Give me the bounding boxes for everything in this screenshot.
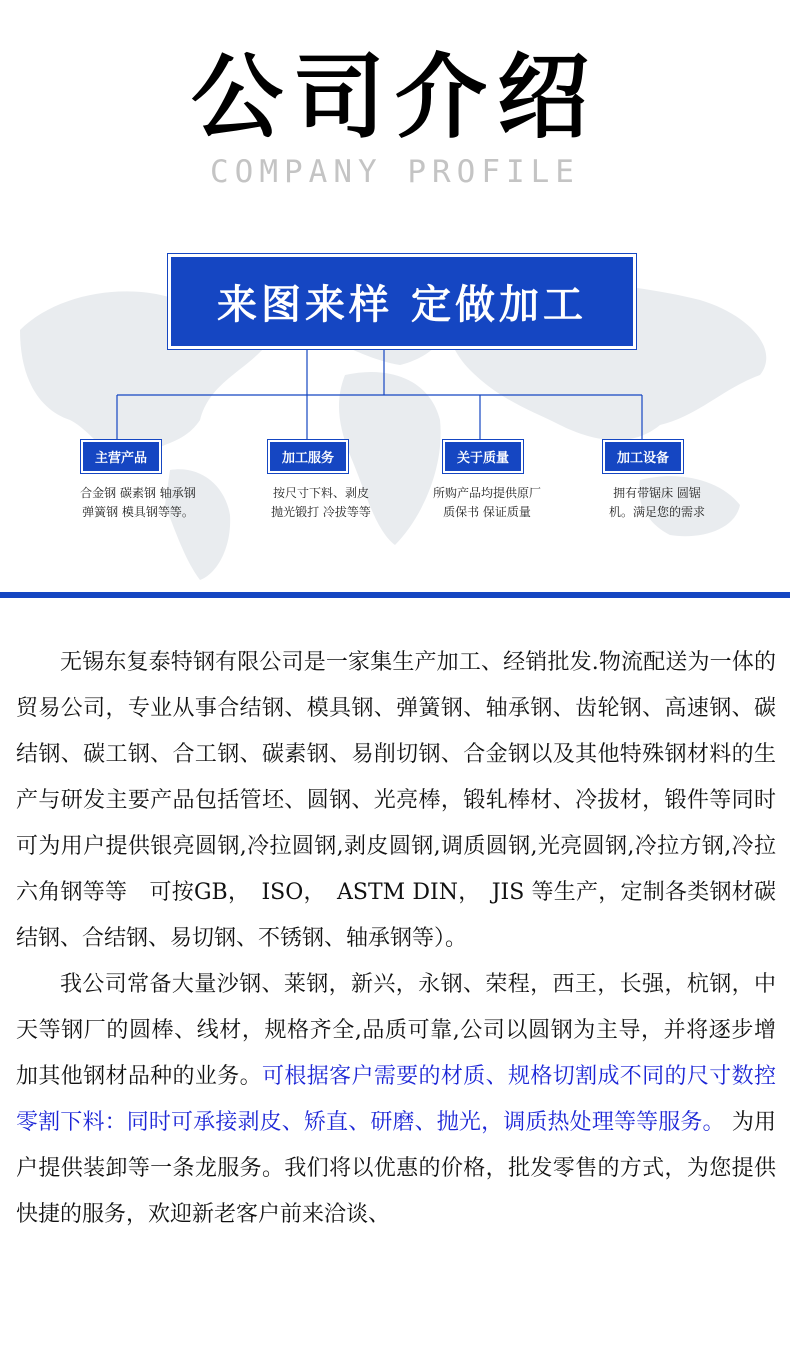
paragraph-2-text: 我公司常备大量沙钢、莱钢，新兴，永钢、荣程，西王，长强，杭钢，中天等钢厂的圆棒、线材，规格齐全,品质可靠,公司以圆钢为主导，并将逐步增加其他钢材品种的业务。 [16, 972, 776, 1089]
category-processing-services: 加工服务 [268, 440, 348, 473]
category-desc-processing-services [246, 484, 396, 522]
desc-line: 所购产品均提供原厂 [432, 486, 541, 500]
category-main-products: 主营产品 [81, 440, 161, 473]
category-desc-processing-equipment [582, 484, 732, 522]
paragraph-2-highlight: 可根据客户需要的材质、规格切割成不同的尺寸数控零割下料：同时可承接剥皮、矫直、研磨、抛光，调质热处理等等服务。 [16, 1064, 776, 1135]
category-desc-main-products [53, 484, 223, 522]
desc-line: 合金钢 碳素钢 轴承钢 [80, 486, 196, 500]
category-about-quality: 关于质量 [443, 440, 523, 473]
section-divider [0, 592, 790, 598]
desc-line: 弹簧钢 模具钢等等。 [82, 505, 194, 519]
desc-line: 拥有带锯床 圆锯 [613, 486, 701, 500]
description-paragraph-2 [16, 962, 776, 1238]
page-subtitle: COMPANY PROFILE [210, 154, 580, 190]
category-desc-about-quality [407, 484, 567, 522]
company-description [16, 640, 776, 1238]
banner-custom-processing: 来图来样 定做加工 [168, 254, 636, 349]
desc-line: 按尺寸下料、剥皮 [272, 486, 369, 500]
category-processing-equipment: 加工设备 [603, 440, 683, 473]
description-paragraph-1: 无锡东复泰特钢有限公司是一家集生产加工、经销批发.物流配送为一体的贸易公司，专业从事合结钢、模具钢、弹簧钢、轴承钢、齿轮钢、高速钢、碳结钢、碳工钢、合工钢、碳素钢、易削切钢、合金钢以及其他特殊钢材料的生产与研发主要产品包括管坯、圆钢、光亮棒，锻轧棒材、冷拔材，锻件等同时可为用户提供银亮圆钢,冷拉圆钢,剥皮圆钢,调质圆钢,光亮圆钢,冷拉方钢,冷拉六角钢等等 可按GB， ISO， ASTM DIN， JIS 等生产，定制各类钢材碳结钢、合结钢、易切钢、不锈钢、轴承钢等）。 [16, 650, 776, 951]
desc-line: 抛光锻打 冷拔等等 [271, 505, 371, 519]
paragraph-2-text-end: 为用户提供装卸等一条龙服务。我们将以优惠的价格，批发零售的方式，为您提供快捷的服务，欢迎新老客户前来洽谈、 [16, 1110, 776, 1227]
desc-line: 质保书 保证质量 [443, 505, 531, 519]
page-title: 公司介绍 [190, 44, 599, 151]
org-connector-lines [0, 349, 790, 444]
desc-line: 机。满足您的需求 [608, 505, 705, 519]
